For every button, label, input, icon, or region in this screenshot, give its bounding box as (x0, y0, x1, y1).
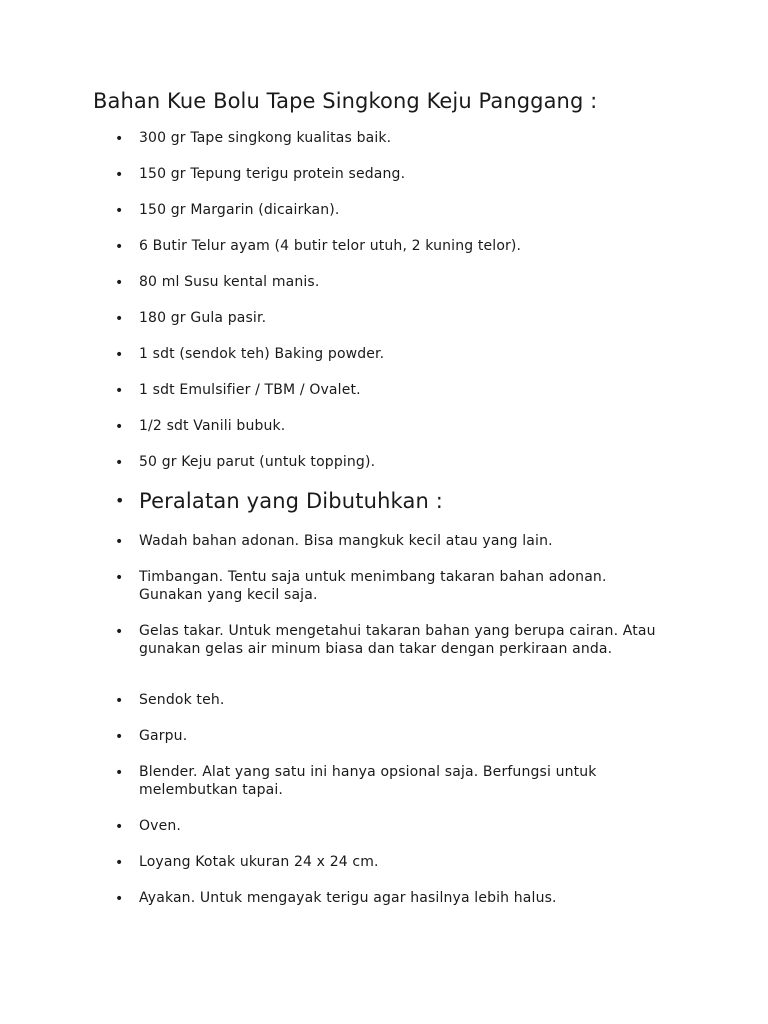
bullet-icon: • (115, 131, 124, 147)
equipment-text: Wadah bahan adonan. Bisa mangkuk kecil atau yang lain. (139, 533, 553, 549)
ingredient-text: 300 gr Tape singkong kualitas baik. (139, 130, 392, 146)
ingredient-text: 50 gr Keju parut (untuk topping). (139, 454, 376, 470)
ingredient-text: 1/2 sdt Vanili bubuk. (139, 418, 286, 434)
bullet-icon: • (115, 891, 124, 907)
ingredient-text: 150 gr Margarin (dicairkan). (139, 202, 340, 218)
equipment-text: Sendok teh. (139, 692, 225, 708)
bullet-icon: • (115, 167, 124, 183)
equipment-text: Gelas takar. Untuk mengetahui takaran bahan yang berupa cairan. Atau gunakan gelas air minum biasa dan takar dengan perkiraan anda. (139, 623, 656, 657)
equipment-heading: Peralatan yang Dibutuhkan : (139, 489, 444, 513)
bullet-icon: • (115, 693, 124, 709)
bullet-icon: • (115, 347, 124, 363)
ingredient-text: 150 gr Tepung terigu protein sedang. (139, 166, 406, 182)
bullet-icon: • (115, 203, 124, 219)
bullet-icon: • (115, 419, 124, 435)
bullet-icon: • (115, 729, 124, 745)
ingredient-text: 1 sdt (sendok teh) Baking powder. (139, 346, 385, 362)
ingredient-text: 180 gr Gula pasir. (139, 310, 267, 326)
equipment-text: Oven. (139, 818, 181, 834)
equipment-text: Garpu. (139, 728, 188, 744)
ingredient-text: 80 ml Susu kental manis. (139, 274, 320, 290)
bullet-icon: • (115, 311, 124, 327)
bullet-icon: • (115, 819, 124, 835)
bullet-icon: • (115, 570, 124, 586)
equipment-text: Loyang Kotak ukuran 24 x 24 cm. (139, 854, 379, 870)
ingredient-text: 6 Butir Telur ayam (4 butir telor utuh, 2 kuning telor). (139, 238, 522, 254)
document-title: Bahan Kue Bolu Tape Singkong Keju Panggang : (93, 89, 598, 113)
bullet-icon: • (115, 239, 124, 255)
bullet-icon: • (115, 383, 124, 399)
bullet-icon: • (115, 765, 124, 781)
equipment-text: Blender. Alat yang satu ini hanya opsional saja. Berfungsi untuk melembutkan tapai. (139, 764, 597, 798)
bullet-icon: • (115, 624, 124, 640)
bullet-icon: • (115, 534, 124, 550)
equipment-text: Ayakan. Untuk mengayak terigu agar hasilnya lebih halus. (139, 890, 557, 906)
bullet-icon: • (115, 275, 124, 291)
equipment-text: Timbangan. Tentu saja untuk menimbang takaran bahan adonan. Gunakan yang kecil saja. (139, 569, 607, 603)
ingredient-text: 1 sdt Emulsifier / TBM / Ovalet. (139, 382, 361, 398)
bullet-icon: • (115, 855, 124, 871)
bullet-icon: • (115, 455, 124, 471)
bullet-icon: • (115, 491, 125, 510)
